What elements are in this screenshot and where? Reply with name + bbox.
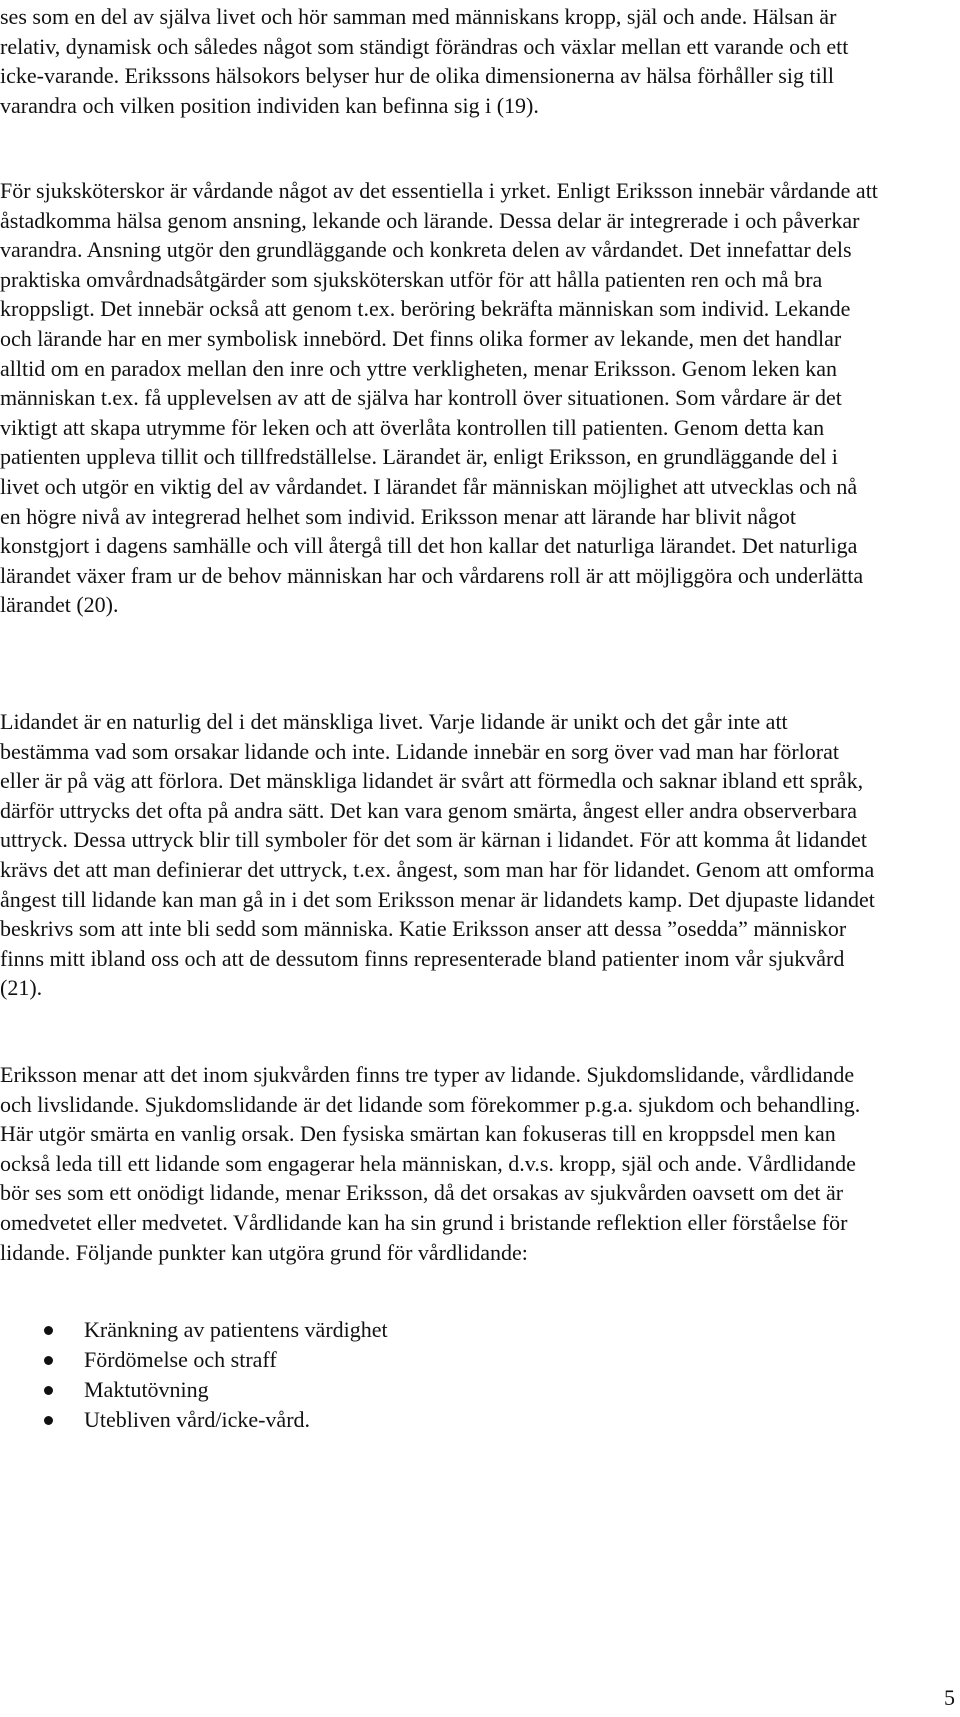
bullet-icon xyxy=(44,1356,53,1365)
paragraph-health: ses som en del av själva livet och hör samman med människans kropp, själ och ande. Hälsan är relativ, dynamisk och således något som ständigt förändras och växlar mellan ett varande och ett icke-varande. Erikssons hälsokors belyser hur de olika dimensionerna av hälsa förhåller sig till varandra och vilken position individen kan befinna sig i (19). xyxy=(0,4,849,118)
list-item xyxy=(0,1315,880,1345)
list-item-text: Fördömelse och straff xyxy=(84,1347,277,1372)
paragraph-suffering: Lidandet är en naturlig del i det mänskliga livet. Varje lidande är unikt och det går inte att bestämma vad som orsakar lidande och inte. Lidande innebär en sorg över vad man har förlorat eller är på väg att förlora. Det mänskliga lidandet är svårt att förmedla och saknar ibland ett språk, därför uttrycks det ofta på andra sätt. Det kan vara genom smärta, ångest eller andra observerbara uttryck. Dessa uttryck blir till symboler för det som är kärnan i lidandet. För att komma åt lidandet krävs det att man definierar det uttryck, t.ex. ångest, som man har för lidandet. Genom att omforma ångest till lidande kan man gå in i det som Eriksson menar är lidandets kamp. Det djupaste lidandet beskrivs som att inte bli sedd som människa. Katie Eriksson anser att dessa ”osedda” människor finns mitt ibland oss och att de dessutom finns representerade bland patienter inom vår sjukvård (21). xyxy=(0,709,875,1001)
bullet-icon xyxy=(44,1386,53,1395)
paragraph-caring: För sjuksköterskor är vårdande något av det essentiella i yrket. Enligt Eriksson innebär vårdande att åstadkomma hälsa genom ansning, lekande och lärande. Dessa delar är integrerade i och påverkar varandra. Ansning utgör den grundläggande och konkreta delen av vårdandet. Det innefattar dels praktiska omvårdnadsåtgärder som sjuksköterskan utför för att hålla patienten ren och må bra kroppsligt. Det innebär också att genom t.ex. beröring bekräfta människan som individ. Lekande och lärande har en mer symbolisk innebörd. Det finns olika former av lekande, men det handlar alltid om en paradox mellan den inre och yttre verkligheten, menar Eriksson. Genom leken kan människan t.ex. få upplevelsen av att de själva har kontroll över situationen. Som vårdare är det viktigt att skapa utrymme för leken och att överlåta kontrollen till patienten. Genom detta kan patienten uppleva tillit och tillfredställelse. Lärandet är, enligt Eriksson, en grundläggande del i livet och utgör en viktig del av vårdandet. I lärandet får människan möjlighet att utvecklas och nå en högre nivå av integrerad helhet som individ. Eriksson menar att lärande har blivit något konstgjort i dagens samhälle och vill återgå till det hon kallar det naturliga lärandet. Det naturliga lärandet växer fram ur de behov människan har och vårdarens roll är att möjliggöra och underlätta lärandet (20). xyxy=(0,178,878,618)
bullet-list xyxy=(0,1315,880,1435)
bullet-icon xyxy=(44,1326,53,1335)
list-item xyxy=(0,1405,880,1435)
list-item xyxy=(0,1345,880,1375)
bullet-icon xyxy=(44,1416,53,1425)
list-item-text: Utebliven vård/icke-vård. xyxy=(84,1407,311,1432)
paragraph-suffering-types: Eriksson menar att det inom sjukvården finns tre typer av lidande. Sjukdomslidande, vårdlidande och livslidande. Sjukdomslidande är det lidande som förekommer p.g.a. sjukdom och behandling. Här utgör smärta en vanlig orsak. Den fysiska smärtan kan fokuseras till en kroppsdel men kan också leda till ett lidande som engagerar hela människan, d.v.s. kropp, själ och ande. Vårdlidande bör ses som ett onödigt lidande, menar Eriksson, då det orsakas av sjukvården oavsett om det är omedvetet eller medvetet. Vårdlidande kan ha sin grund i bristande reflektion eller förståelse för lidande. Följande punkter kan utgöra grund för vårdlidande: xyxy=(0,1062,861,1265)
page-number: 5 xyxy=(944,1685,955,1710)
list-item xyxy=(0,1375,880,1405)
list-item-text: Kränkning av patientens värdighet xyxy=(84,1317,388,1342)
list-item-text: Maktutövning xyxy=(84,1377,209,1402)
